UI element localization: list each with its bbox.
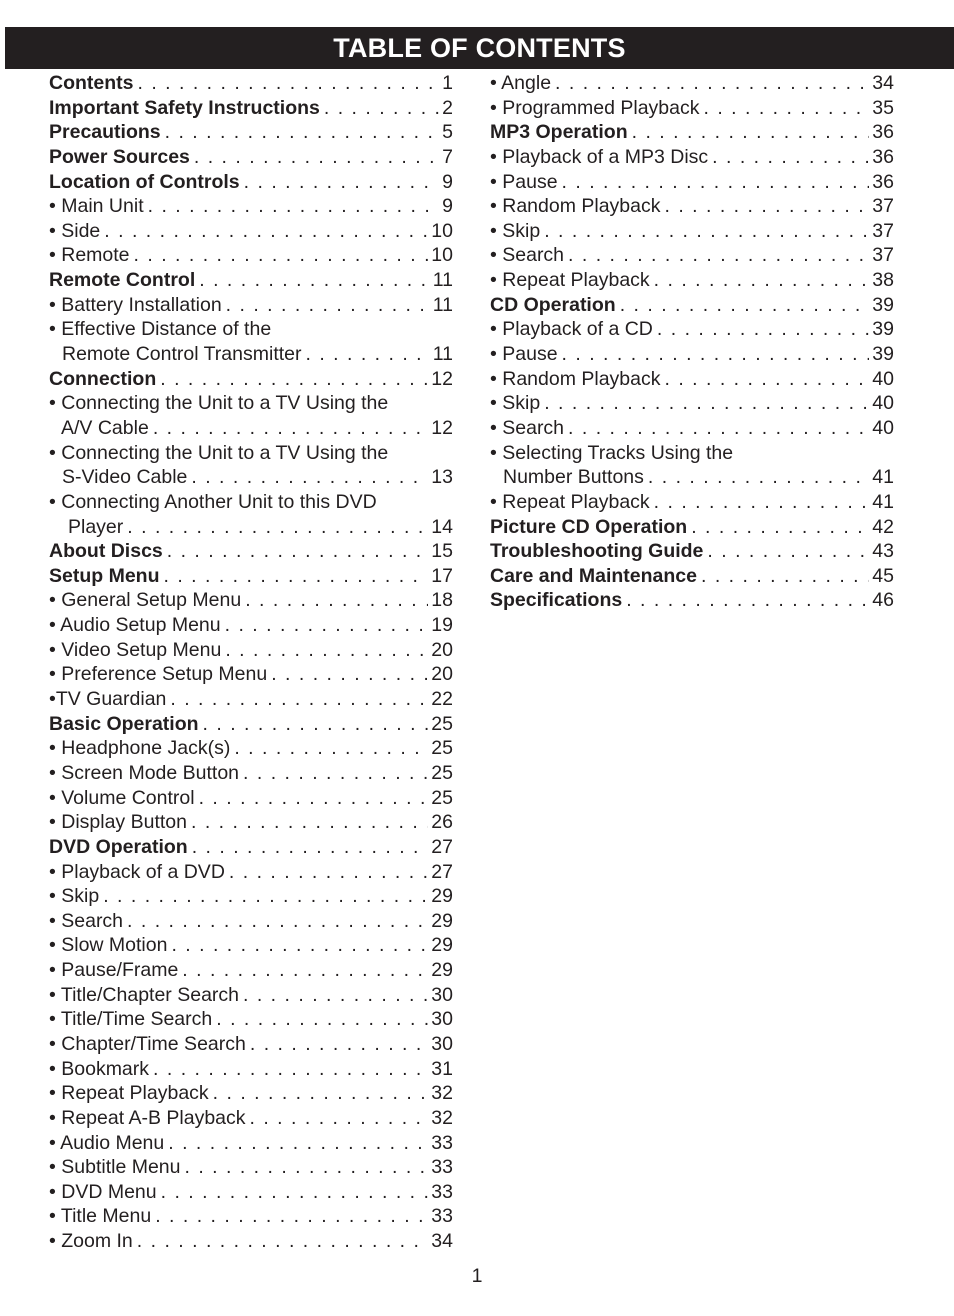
toc-entry[interactable] [490, 515, 894, 540]
toc-entry-label: • Repeat Playback [490, 269, 650, 292]
toc-entry-label: • Playback of a MP3 Disc [490, 145, 709, 168]
toc-entry-page: 11 [432, 293, 453, 316]
toc-entry-label: • Skip [490, 219, 541, 242]
toc-entry[interactable] [49, 613, 453, 638]
toc-entry-page: 36 [872, 121, 894, 144]
toc-entry[interactable] [49, 1229, 453, 1254]
toc-entry-page: 42 [872, 515, 894, 538]
toc-entry-page: 33 [431, 1131, 453, 1154]
toc-entry[interactable] [49, 736, 453, 761]
toc-entry[interactable] [490, 367, 894, 392]
toc-entry-label: Precautions [49, 121, 161, 144]
toc-leader-dots [271, 662, 428, 687]
toc-entry-label: Basic Operation [49, 712, 199, 735]
toc-entry[interactable] [49, 490, 453, 515]
toc-entry-label: • Battery Installation [49, 293, 222, 316]
toc-leader-dots [138, 71, 440, 96]
toc-entry-page: 11 [432, 343, 453, 366]
toc-leader-dots [153, 416, 428, 441]
toc-entry-label: • Subtitle Menu [49, 1156, 181, 1179]
toc-leader-dots [184, 1155, 428, 1180]
toc-leader-dots [648, 465, 869, 490]
page-number: 1 [471, 1265, 483, 1287]
toc-entry[interactable] [49, 983, 453, 1008]
toc-leader-dots [654, 490, 870, 515]
toc-entry-page: 25 [431, 761, 453, 784]
toc-entry[interactable] [49, 1032, 453, 1057]
toc-entry-label: • DVD Menu [49, 1180, 157, 1203]
toc-entry[interactable] [49, 194, 453, 219]
toc-entry-page: 34 [872, 72, 894, 94]
toc-entry-label: • Headphone Jack(s) [49, 737, 231, 760]
toc-leader-dots [544, 391, 869, 416]
toc-entry-page: 39 [872, 318, 894, 341]
toc-entry-label: • Connecting Another Unit to this DVD [49, 490, 377, 513]
toc-leader-dots [229, 860, 428, 885]
toc-entry-label: CD Operation [490, 293, 616, 316]
toc-entry[interactable] [49, 662, 453, 687]
toc-entry[interactable] [490, 391, 894, 416]
toc-entry-page: 33 [431, 1180, 453, 1203]
toc-entry-label: • General Setup Menu [49, 589, 242, 612]
toc-leader-dots [127, 909, 428, 934]
toc-leader-dots [704, 96, 870, 121]
toc-entry-label: • Volume Control [49, 786, 195, 809]
toc-entry-label: • Screen Mode Button [49, 761, 240, 784]
toc-entry-label: • Preference Setup Menu [49, 663, 268, 686]
toc-entry[interactable] [49, 958, 453, 983]
toc-entry-page: 40 [872, 367, 894, 390]
toc-entry-page: 10 [431, 219, 453, 242]
toc-leader-dots [691, 515, 869, 540]
toc-entry-label: • Title/Chapter Search [49, 983, 240, 1006]
toc-entry-label: • Remote [49, 244, 130, 267]
toc-entry[interactable] [49, 712, 453, 737]
toc-entry[interactable] [490, 96, 894, 121]
toc-leader-dots [324, 96, 439, 121]
toc-leader-dots [626, 588, 869, 613]
toc-entry-page: 43 [872, 540, 894, 563]
toc-leader-dots [707, 539, 869, 564]
toc-entry[interactable] [490, 588, 894, 613]
toc-entry-page: 7 [442, 145, 453, 168]
toc-entry[interactable] [49, 687, 453, 712]
toc-entry[interactable] [490, 170, 894, 195]
toc-entry-page: 29 [431, 885, 453, 908]
toc-entry[interactable] [49, 860, 453, 885]
toc-leader-dots [250, 1106, 429, 1131]
toc-leader-dots [562, 342, 870, 367]
toc-entry[interactable] [490, 465, 894, 490]
toc-entry-page: 1 [442, 72, 453, 94]
toc-entry[interactable] [49, 317, 453, 342]
toc-entry-page: 11 [432, 269, 453, 292]
toc-entry-label: A/V Cable [61, 416, 149, 439]
toc-entry-page: 39 [872, 343, 894, 366]
toc-entry[interactable] [49, 96, 453, 121]
toc-entry-page: 5 [442, 121, 453, 144]
toc-entry[interactable] [490, 194, 894, 219]
toc-entry[interactable] [49, 71, 453, 96]
toc-entry-page: 41 [872, 490, 894, 513]
toc-entry-page: 36 [872, 170, 894, 193]
toc-entry[interactable] [49, 293, 453, 318]
toc-entry-page: 22 [431, 688, 453, 711]
toc-entry-label: • Connecting the Unit to a TV Using the [49, 441, 389, 464]
toc-leader-dots [171, 933, 428, 958]
toc-entry-label: • Playback of a DVD [49, 860, 225, 883]
toc-entry-page: 17 [431, 564, 453, 587]
toc-entry[interactable] [49, 1081, 453, 1106]
toc-entry-label: Picture CD Operation [490, 515, 688, 538]
toc-entry[interactable] [49, 761, 453, 786]
toc-entry[interactable] [490, 342, 894, 367]
toc-entry-label: •TV Guardian [49, 688, 167, 711]
toc-entry-page: 29 [431, 959, 453, 982]
toc-entry-label: • Skip [490, 392, 541, 415]
toc-entry[interactable] [49, 441, 453, 466]
toc-entry-page: 34 [431, 1230, 453, 1253]
toc-leader-dots [191, 810, 428, 835]
toc-entry-page: 30 [431, 1008, 453, 1031]
toc-entry[interactable] [490, 120, 894, 145]
toc-entry[interactable] [49, 1180, 453, 1205]
toc-entry-label: • Random Playback [490, 195, 661, 218]
toc-entry-page: 13 [431, 466, 453, 489]
toc-leader-dots [148, 194, 440, 219]
toc-entry-label: S-Video Cable [62, 466, 188, 489]
toc-entry[interactable] [49, 145, 453, 170]
toc-entry[interactable] [49, 268, 453, 293]
toc-entry-label: • Audio Setup Menu [49, 614, 221, 637]
toc-entry-label: • Repeat Playback [49, 1082, 209, 1105]
toc-entry-page: 37 [872, 219, 894, 242]
toc-entry-page: 37 [872, 195, 894, 218]
toc-leader-dots [191, 465, 428, 490]
toc-leader-dots [665, 194, 870, 219]
toc-entry-label: Important Safety Instructions [49, 96, 320, 119]
toc-entry-label: Setup Menu [49, 564, 160, 587]
toc-leader-dots [234, 736, 428, 761]
toc-leader-dots [568, 243, 869, 268]
toc-entry-label: • Search [490, 244, 565, 267]
toc-entry[interactable] [490, 490, 894, 515]
toc-entry[interactable] [49, 835, 453, 860]
page-title: TABLE OF CONTENTS [5, 27, 954, 69]
toc-entry-page: 40 [872, 392, 894, 415]
toc-entry[interactable] [49, 1131, 453, 1156]
toc-entry-label: • Skip [49, 885, 100, 908]
toc-leader-dots [225, 613, 429, 638]
toc-leader-dots [562, 170, 870, 195]
toc-entry[interactable] [49, 367, 453, 392]
toc-entry-label: • Playback of a CD [490, 318, 653, 341]
toc-entry-label: Location of Controls [49, 170, 240, 193]
toc-entry-page: 27 [431, 860, 453, 883]
toc-entry[interactable] [49, 120, 453, 145]
toc-entry[interactable] [49, 786, 453, 811]
toc-entry-page: 18 [431, 589, 453, 612]
toc-entry-page: 20 [431, 663, 453, 686]
toc-entry-label: • Side [49, 219, 101, 242]
toc-entry-page: 33 [431, 1205, 453, 1228]
toc-entry-label: • Random Playback [490, 367, 661, 390]
toc-leader-dots [568, 416, 869, 441]
toc-entry-label: • Search [49, 909, 124, 932]
toc-entry-page: 36 [872, 145, 894, 168]
toc-leader-dots [213, 1081, 429, 1106]
toc-entry-page: 41 [872, 466, 894, 489]
toc-entry-page: 25 [431, 712, 453, 735]
toc-entry-page: 26 [431, 811, 453, 834]
toc-leader-dots [127, 515, 428, 540]
toc-entry-page: 25 [431, 786, 453, 809]
toc-leader-dots [137, 1229, 429, 1254]
toc-entry[interactable] [49, 342, 453, 367]
toc-entry-label: • Pause/Frame [49, 959, 179, 982]
toc-entry-page: 12 [431, 416, 453, 439]
toc-entry-page: 9 [442, 195, 453, 218]
toc-leader-dots [243, 761, 428, 786]
toc-entry[interactable] [49, 416, 453, 441]
toc-entry[interactable] [490, 564, 894, 589]
toc-entry[interactable] [490, 219, 894, 244]
toc-entry[interactable] [49, 810, 453, 835]
toc-right-column [490, 71, 894, 613]
toc-leader-dots [701, 564, 869, 589]
toc-entry[interactable] [49, 909, 453, 934]
toc-entry[interactable] [49, 933, 453, 958]
toc-entry-page: 37 [872, 244, 894, 267]
toc-leader-dots [225, 638, 428, 663]
toc-entry-page: 19 [431, 614, 453, 637]
toc-entry-page: 38 [872, 269, 894, 292]
toc-entry-page: 30 [431, 1032, 453, 1055]
toc-entry-label: • Title/Time Search [49, 1008, 213, 1031]
toc-entry-label: • Repeat A-B Playback [49, 1106, 246, 1129]
toc-leader-dots [192, 835, 429, 860]
toc-entry-label: Troubleshooting Guide [490, 540, 704, 563]
toc-leader-dots [199, 268, 430, 293]
toc-entry-label: • Video Setup Menu [49, 638, 222, 661]
toc-entry-label: About Discs [49, 540, 163, 563]
toc-leader-dots [160, 367, 428, 392]
toc-entry-page: 2 [442, 96, 453, 119]
toc-leader-dots [620, 293, 870, 318]
toc-entry-label: DVD Operation [49, 835, 188, 858]
toc-entry-label: MP3 Operation [490, 121, 628, 144]
toc-entry-label: • Bookmark [49, 1057, 150, 1080]
toc-leader-dots [306, 342, 430, 367]
toc-entry-page: 31 [431, 1057, 453, 1080]
toc-entry-page: 40 [872, 416, 894, 439]
toc-entry[interactable] [490, 293, 894, 318]
toc-leader-dots [657, 317, 869, 342]
toc-left-column [49, 71, 453, 1254]
toc-leader-dots [245, 588, 428, 613]
toc-leader-dots [712, 145, 869, 170]
toc-entry[interactable] [490, 71, 894, 96]
toc-entry-label: • Display Button [49, 811, 187, 834]
toc-leader-dots [544, 219, 869, 244]
toc-entry-label: • Repeat Playback [490, 490, 650, 513]
toc-leader-dots [103, 884, 428, 909]
toc-entry-label: Remote Control Transmitter [62, 343, 302, 366]
toc-entry[interactable] [49, 515, 453, 540]
toc-entry-page: 33 [431, 1156, 453, 1179]
toc-entry-label: Power Sources [49, 145, 190, 168]
toc-entry-label: • Zoom In [49, 1230, 133, 1253]
toc-leader-dots [243, 983, 428, 1008]
toc-entry-page: 9 [442, 170, 453, 193]
toc-leader-dots [134, 243, 429, 268]
toc-entry[interactable] [49, 391, 453, 416]
toc-entry-label: Number Buttons [503, 466, 644, 489]
toc-leader-dots [632, 120, 870, 145]
toc-entry-label: Contents [49, 72, 134, 94]
toc-entry-page: 35 [872, 96, 894, 119]
toc-entry-page: 45 [872, 564, 894, 587]
toc-leader-dots [194, 145, 439, 170]
toc-leader-dots [168, 1131, 428, 1156]
toc-leader-dots [216, 1007, 428, 1032]
toc-entry-page: 30 [431, 983, 453, 1006]
toc-entry-label: • Programmed Playback [490, 96, 700, 119]
toc-leader-dots [153, 1057, 428, 1082]
toc-entry-label: • Chapter/Time Search [49, 1032, 246, 1055]
toc-leader-dots [164, 564, 429, 589]
toc-entry[interactable] [49, 1106, 453, 1131]
toc-leader-dots [165, 120, 440, 145]
toc-entry[interactable] [49, 1057, 453, 1082]
toc-leader-dots [244, 170, 439, 195]
toc-entry-label: • Selecting Tracks Using the [490, 441, 734, 464]
toc-leader-dots [665, 367, 870, 392]
toc-entry-label: • Main Unit [49, 195, 144, 218]
toc-entry[interactable] [490, 243, 894, 268]
toc-entry[interactable] [490, 268, 894, 293]
toc-entry-page: 32 [431, 1082, 453, 1105]
toc-entry[interactable] [49, 638, 453, 663]
toc-entry-page: 32 [431, 1106, 453, 1129]
toc-entry[interactable] [49, 564, 453, 589]
toc-entry-label: Player [68, 515, 124, 538]
toc-entry[interactable] [490, 317, 894, 342]
toc-entry[interactable] [49, 170, 453, 195]
toc-leader-dots [226, 293, 430, 318]
toc-entry-page: 20 [431, 638, 453, 661]
toc-entry-label: • Angle [490, 72, 552, 94]
toc-entry-label: • Connecting the Unit to a TV Using the [49, 392, 389, 415]
toc-entry[interactable] [49, 1007, 453, 1032]
toc-leader-dots [167, 539, 429, 564]
toc-entry[interactable] [49, 243, 453, 268]
toc-entry-label: Care and Maintenance [490, 564, 697, 587]
toc-entry-page: 15 [431, 540, 453, 563]
toc-entry-page: 29 [431, 909, 453, 932]
toc-leader-dots [654, 268, 870, 293]
toc-entry-page: 25 [431, 737, 453, 760]
toc-entry[interactable] [49, 219, 453, 244]
toc-entry-label: • Pause [490, 343, 558, 366]
toc-entry-page: 27 [431, 835, 453, 858]
toc-entry-label: • Pause [490, 170, 558, 193]
toc-entry-label: • Audio Menu [49, 1131, 165, 1154]
toc-leader-dots [155, 1204, 428, 1229]
toc-leader-dots [250, 1032, 428, 1057]
toc-leader-dots [182, 958, 428, 983]
toc-entry[interactable] [490, 539, 894, 564]
toc-entry-label: Specifications [490, 589, 623, 612]
toc-entry[interactable] [49, 465, 453, 490]
toc-entry-page: 39 [872, 293, 894, 316]
toc-entry-label: Connection [49, 367, 157, 390]
toc-entry-label: • Title Menu [49, 1205, 152, 1228]
toc-entry-page: 29 [431, 934, 453, 957]
toc-entry[interactable] [49, 539, 453, 564]
toc-leader-dots [555, 71, 869, 96]
toc-entry[interactable] [49, 1204, 453, 1229]
toc-leader-dots [161, 1180, 429, 1205]
toc-leader-dots [199, 786, 429, 811]
toc-leader-dots [203, 712, 429, 737]
toc-entry[interactable] [49, 588, 453, 613]
toc-leader-dots [170, 687, 428, 712]
toc-leader-dots [104, 219, 428, 244]
toc-entry-page: 10 [431, 244, 453, 267]
toc-entry-label: • Effective Distance of the [49, 318, 272, 341]
toc-entry[interactable] [490, 416, 894, 441]
toc-entry-label: • Slow Motion [49, 934, 168, 957]
toc-entry[interactable] [490, 145, 894, 170]
toc-entry-page: 12 [431, 367, 453, 390]
toc-entry[interactable] [49, 884, 453, 909]
toc-entry[interactable] [490, 441, 894, 466]
toc-entry-label: • Search [490, 416, 565, 439]
toc-entry[interactable] [49, 1155, 453, 1180]
toc-entry-page: 14 [431, 515, 453, 538]
toc-entry-page: 46 [872, 589, 894, 612]
toc-entry-label: Remote Control [49, 269, 196, 292]
